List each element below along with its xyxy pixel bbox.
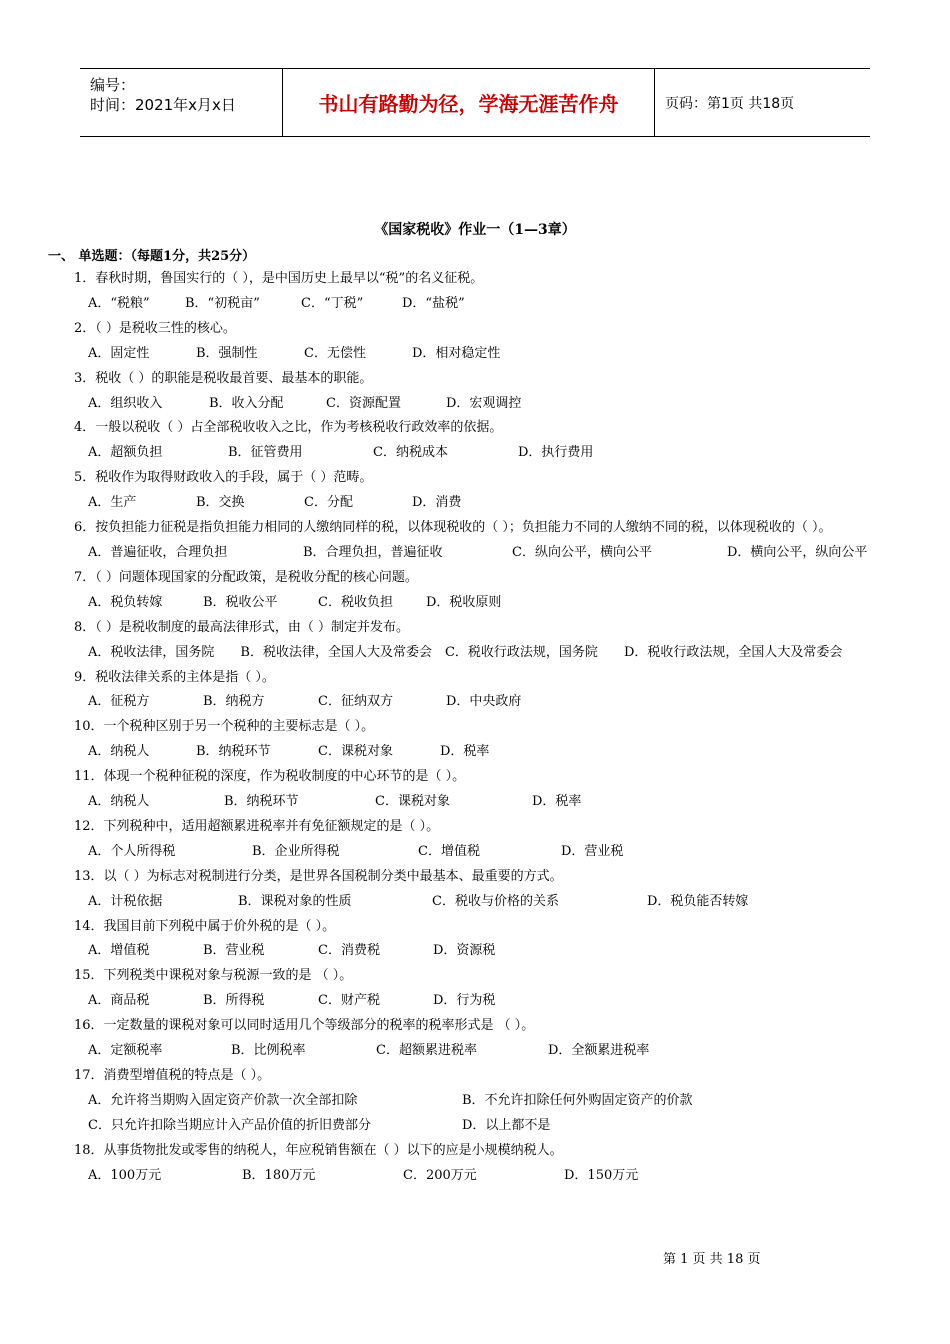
option: C．税收负担	[318, 594, 393, 610]
option: B．营业税	[203, 943, 265, 959]
option: B．不允许扣除任何外购固定资产的价款	[462, 1092, 693, 1108]
option: A．定额税率	[88, 1043, 163, 1059]
option: D．以上都不是	[462, 1117, 551, 1133]
option: B．180万元	[242, 1167, 316, 1183]
option-row	[46, 541, 908, 566]
option: C．无偿性	[304, 345, 366, 361]
option: B．强制性	[196, 345, 258, 361]
option: B．征管费用	[228, 445, 303, 461]
serial-label: 编号：	[90, 76, 136, 94]
option: C．超额累进税率	[376, 1043, 477, 1059]
option: C．200万元	[403, 1167, 477, 1183]
option: C．税收与价格的关系	[432, 893, 559, 909]
question-text: 13．以（ ）为标志对税制进行分类，是世界各国税制分类中最基本、最重要的方式。	[74, 868, 563, 884]
option: B．纳税方	[203, 694, 265, 710]
question-text: 3．税收（ ）的职能是税收最首要、最基本的职能。	[74, 370, 373, 386]
option-row	[46, 491, 908, 516]
option-row	[46, 790, 908, 815]
question-text: 9．税收法律关系的主体是指（ ）。	[74, 669, 275, 685]
option-row	[46, 342, 908, 367]
option-row	[46, 392, 908, 417]
page-footer: 第 1 页 共 18 页	[663, 1252, 761, 1267]
option: D．税收行政法规，全国人大及常委会	[623, 644, 843, 660]
option: D．全额累进税率	[548, 1043, 650, 1059]
option: B．企业所得税	[252, 843, 340, 859]
option: D．150万元	[564, 1167, 639, 1183]
option-row	[46, 591, 908, 616]
option: A．100万元	[88, 1167, 162, 1183]
question-text: 4．一般以税收（ ）占全部税收收入之比，作为考核税收行政效率的依据。	[74, 420, 503, 436]
option: C．“丁税”	[301, 295, 364, 311]
question-text: 1．春秋时期，鲁国实行的（ ），是中国历史上最早以“税”的名义征税。	[74, 271, 484, 286]
question-text: 2．（ ）是税收三性的核心。	[74, 320, 236, 336]
option-row	[46, 1089, 908, 1114]
option: A．纳税人	[88, 794, 150, 810]
option: A．纳税人	[88, 744, 150, 760]
question-text: 6．按负担能力征税是指负担能力相同的人缴纳同样的税，以体现税收的（ ）；负担能力不同的人缴纳不同的税，以体现税收的（ ）。	[74, 520, 832, 536]
option: B．纳税环节	[196, 744, 271, 760]
option: C．课税对象	[318, 744, 393, 760]
option: B．“初税亩”	[185, 295, 260, 311]
section-title: 一、 单选题：（每题1分，共25分）	[48, 249, 256, 264]
option: A．固定性	[88, 345, 150, 361]
option: A．计税依据	[88, 893, 163, 909]
option-row	[46, 1164, 908, 1189]
option: A．普遍征收，合理负担	[88, 544, 228, 560]
option: B．合理负担，普遍征收	[303, 544, 443, 560]
option: B．税收法律，全国人大及常委会	[240, 644, 432, 660]
option: B．收入分配	[209, 395, 284, 411]
option: D．税收原则	[426, 594, 502, 610]
option: D．中央政府	[446, 694, 522, 710]
question-text: 16．一定数量的课税对象可以同时适用几个等级部分的税率的税率形式是 （ ）。	[74, 1018, 535, 1034]
option: D．消费	[412, 495, 462, 511]
option: D．税率	[440, 744, 490, 760]
option: A．个人所得税	[88, 843, 176, 859]
option: D．宏观调控	[446, 395, 522, 411]
option: D．行为税	[433, 993, 496, 1009]
option: A．组织收入	[88, 395, 163, 411]
option: D．税率	[532, 794, 582, 810]
question-text: 15．下列税类中课税对象与税源一致的是 （ ）。	[74, 968, 353, 984]
option: B．比例税率	[231, 1043, 306, 1059]
document-title: 《国家税收》作业一（1—3章）	[374, 222, 576, 238]
option: B．税收公平	[203, 594, 278, 610]
option-row	[46, 641, 908, 666]
option: B．交换	[196, 495, 245, 511]
option: A．超额负担	[88, 445, 163, 461]
option: A．增值税	[88, 943, 150, 959]
option: A．生产	[88, 495, 137, 511]
option: B．所得税	[203, 993, 265, 1009]
question-text: 10．一个税种区别于另一个税种的主要标志是（ ）。	[74, 719, 375, 735]
option-row	[46, 890, 908, 915]
option: D．横向公平，纵向公平	[727, 544, 868, 560]
document-header	[80, 68, 870, 137]
option: C．税收行政法规，国务院	[444, 644, 598, 660]
option-row	[46, 690, 908, 715]
option: D．资源税	[433, 943, 496, 959]
option-row	[46, 292, 908, 317]
option: D．执行费用	[518, 445, 594, 461]
option: C．消费税	[318, 943, 380, 959]
option: C．纳税成本	[373, 445, 448, 461]
option-row	[46, 1114, 908, 1139]
option: C．资源配置	[326, 395, 401, 411]
header-page-info: 页码：第1页 共18页	[665, 95, 795, 112]
question-text: 11．体现一个税种征税的深度，作为税收制度的中心环节的是（ ）。	[74, 769, 466, 785]
header-motto: 书山有路勤为径，学海无涯苦作舟	[282, 69, 655, 136]
option: A．税收法律，国务院	[88, 644, 215, 660]
option: C．分配	[304, 495, 353, 511]
option: C．课税对象	[375, 794, 450, 810]
question-text: 18．从事货物批发或零售的纳税人，年应税销售额在（ ）以下的应是小规模纳税人。	[74, 1142, 563, 1158]
option: D．税负能否转嫁	[647, 893, 749, 909]
question-list	[46, 267, 908, 1189]
option: A．“税粮”	[88, 295, 150, 311]
option: D．营业税	[561, 843, 624, 859]
question-text: 12．下列税种中，适用超额累进税率并有免征额规定的是（ ）。	[74, 818, 440, 834]
question-text: 17．消费型增值税的特点是（ ）。	[74, 1068, 271, 1083]
question-text: 14．我国目前下列税中属于价外税的是（ ）。	[74, 918, 336, 934]
option: B．课税对象的性质	[238, 893, 352, 909]
option: B．纳税环节	[224, 794, 299, 810]
option: A．税负转嫁	[88, 594, 163, 610]
option: D．“盐税”	[402, 295, 465, 311]
question-text: 5．税收作为取得财政收入的手段，属于（ ）范畴。	[74, 470, 373, 486]
option: A．商品税	[88, 993, 150, 1009]
question-text: 7．（ ）问题体现国家的分配政策，是税收分配的核心问题。	[74, 569, 418, 585]
option: A．允许将当期购入固定资产价款一次全部扣除	[88, 1092, 358, 1108]
option: A．征税方	[88, 694, 150, 710]
option: C．增值税	[418, 843, 480, 859]
time-label: 时间：2021年x月x日	[90, 96, 236, 114]
option: D．相对稳定性	[412, 345, 501, 361]
option-row	[46, 939, 908, 964]
option-row	[46, 740, 908, 765]
option: C．征纳双方	[318, 694, 393, 710]
option: C．纵向公平，横向公平	[512, 544, 652, 560]
option-row	[46, 1039, 908, 1064]
option-row	[46, 840, 908, 865]
question-text: 8．（ ）是税收制度的最高法律形式，由（ ）制定并发布。	[74, 619, 410, 635]
option-row	[46, 989, 908, 1014]
header-meta	[80, 69, 282, 136]
option-row	[46, 441, 908, 466]
option: C．财产税	[318, 993, 380, 1009]
option: C．只允许扣除当期应计入产品价值的折旧费部分	[88, 1117, 371, 1133]
